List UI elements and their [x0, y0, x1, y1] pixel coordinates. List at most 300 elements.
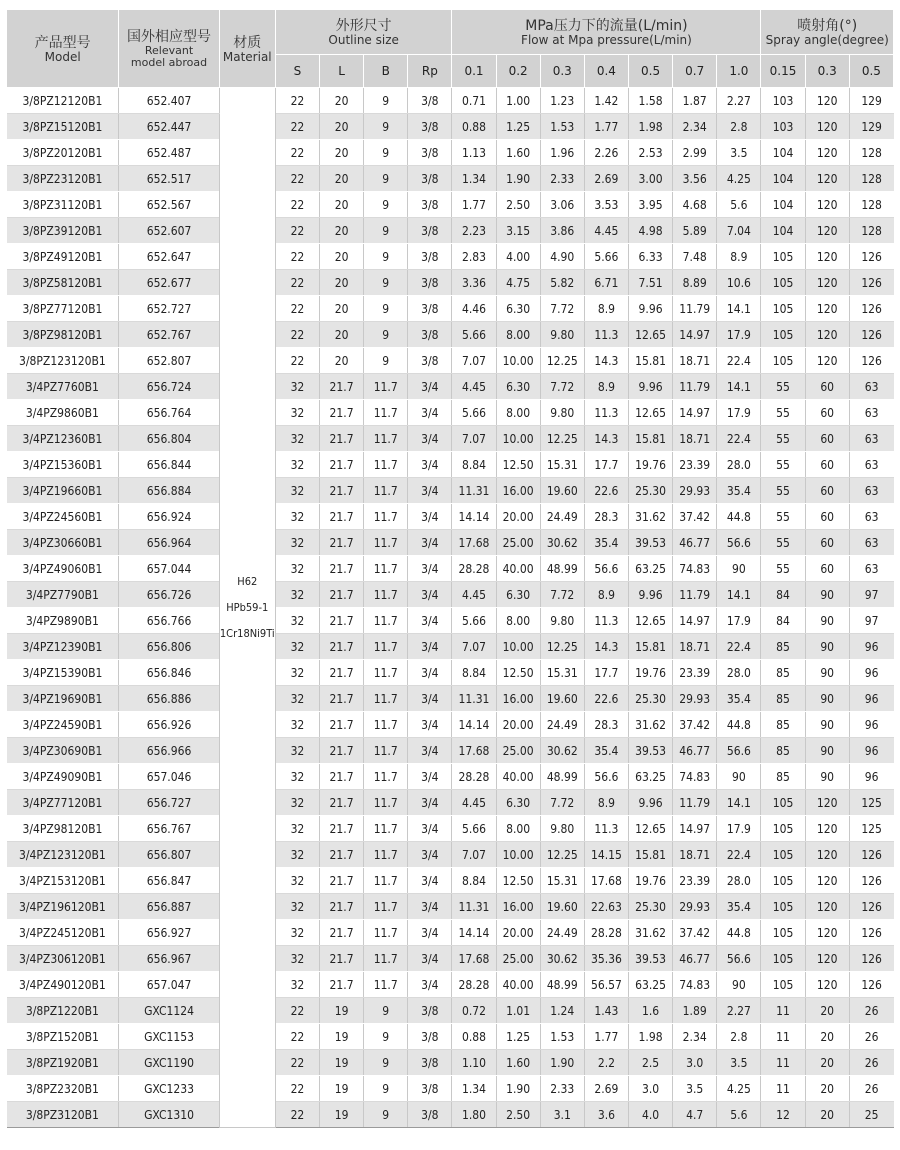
table-cell: 56.6 — [584, 764, 628, 790]
table-row — [7, 660, 894, 686]
table-cell: 126 — [849, 946, 893, 972]
table-cell: 19 — [320, 1050, 364, 1076]
table-cell: 22 — [275, 192, 319, 218]
table-cell: 3/4 — [408, 426, 452, 452]
table-row — [7, 452, 894, 478]
table-cell: 4.25 — [717, 1076, 761, 1102]
table-cell: 11.7 — [364, 608, 408, 634]
table-cell: 63 — [849, 400, 893, 426]
model-cell: 3/8PZ1520B1 — [7, 1024, 119, 1050]
table-cell: 8.9 — [584, 374, 628, 400]
table-cell: 126 — [849, 972, 893, 998]
table-cell: 14.14 — [452, 712, 496, 738]
table-cell: 24.49 — [540, 712, 584, 738]
table-cell: 26 — [849, 1050, 893, 1076]
table-cell: 22 — [275, 166, 319, 192]
table-cell: 9.96 — [628, 296, 672, 322]
table-cell: 3/4 — [408, 608, 452, 634]
table-cell: 37.42 — [673, 504, 717, 530]
relevant-model-cell: 652.447 — [119, 114, 219, 140]
table-cell: 10.00 — [496, 426, 540, 452]
table-cell: 3/4 — [408, 400, 452, 426]
table-cell: 1.34 — [452, 1076, 496, 1102]
table-cell: 3/4 — [408, 556, 452, 582]
model-cell: 3/4PZ30660B1 — [7, 530, 119, 556]
relevant-model-cell: GXC1153 — [119, 1024, 219, 1050]
table-cell: 15.81 — [628, 842, 672, 868]
table-cell: 126 — [849, 244, 893, 270]
table-cell: 3/8 — [408, 998, 452, 1024]
table-cell: 1.43 — [584, 998, 628, 1024]
table-cell: 3/4 — [408, 790, 452, 816]
table-cell: 2.34 — [673, 1024, 717, 1050]
table-cell: 2.27 — [717, 998, 761, 1024]
table-cell: 32 — [275, 764, 319, 790]
table-cell: 7.07 — [452, 842, 496, 868]
table-cell: 1.98 — [628, 1024, 672, 1050]
table-cell: 126 — [849, 920, 893, 946]
table-cell: 63 — [849, 374, 893, 400]
table-cell: 29.93 — [673, 478, 717, 504]
table-cell: 3.06 — [540, 192, 584, 218]
table-cell: 120 — [805, 114, 849, 140]
table-cell: 28.0 — [717, 660, 761, 686]
relevant-model-cell: 652.567 — [119, 192, 219, 218]
table-cell: 126 — [849, 842, 893, 868]
table-cell: 25.30 — [628, 686, 672, 712]
subheader-flow-0-1: 0.1 — [452, 55, 496, 88]
table-cell: 12.50 — [496, 868, 540, 894]
table-cell: 32 — [275, 686, 319, 712]
table-cell: 2.50 — [496, 192, 540, 218]
table-cell: 11.3 — [584, 816, 628, 842]
table-cell: 2.27 — [717, 88, 761, 114]
table-cell: 1.87 — [673, 88, 717, 114]
table-cell: 22 — [275, 998, 319, 1024]
table-cell: 21.7 — [320, 608, 364, 634]
table-cell: 11.7 — [364, 842, 408, 868]
table-cell: 32 — [275, 400, 319, 426]
table-row — [7, 842, 894, 868]
table-cell: 9 — [364, 1024, 408, 1050]
table-cell: 120 — [805, 842, 849, 868]
table-cell: 15.31 — [540, 868, 584, 894]
table-cell: 11.7 — [364, 894, 408, 920]
model-cell: 3/4PZ196120B1 — [7, 894, 119, 920]
table-cell: 21.7 — [320, 894, 364, 920]
table-cell: 1.24 — [540, 998, 584, 1024]
table-cell: 2.8 — [717, 1024, 761, 1050]
header-spray-angle — [761, 10, 894, 55]
table-cell: 4.45 — [452, 374, 496, 400]
table-cell: 8.84 — [452, 868, 496, 894]
table-cell: 21.7 — [320, 946, 364, 972]
table-cell: 3/4 — [408, 660, 452, 686]
table-cell: 105 — [761, 946, 805, 972]
table-cell: 8.84 — [452, 660, 496, 686]
table-cell: 120 — [805, 322, 849, 348]
table-cell: 85 — [761, 686, 805, 712]
table-cell: 28.0 — [717, 868, 761, 894]
table-cell: 9 — [364, 218, 408, 244]
subheader-rp: Rp — [408, 55, 452, 88]
table-cell: 128 — [849, 192, 893, 218]
table-cell: 11.7 — [364, 478, 408, 504]
table-cell: 2.53 — [628, 140, 672, 166]
table-cell: 96 — [849, 738, 893, 764]
table-cell: 17.68 — [452, 946, 496, 972]
table-row — [7, 270, 894, 296]
table-cell: 15.31 — [540, 660, 584, 686]
table-cell: 32 — [275, 738, 319, 764]
table-cell: 35.4 — [717, 478, 761, 504]
table-cell: 12.25 — [540, 634, 584, 660]
table-cell: 126 — [849, 296, 893, 322]
table-cell: 3.95 — [628, 192, 672, 218]
table-cell: 9 — [364, 296, 408, 322]
table-cell: 5.66 — [452, 322, 496, 348]
relevant-model-cell: 652.807 — [119, 348, 219, 374]
model-cell: 3/8PZ58120B1 — [7, 270, 119, 296]
table-row — [7, 296, 894, 322]
table-row — [7, 634, 894, 660]
table-cell: 20 — [320, 244, 364, 270]
table-cell: 11.31 — [452, 894, 496, 920]
table-cell: 56.6 — [717, 946, 761, 972]
table-cell: 14.14 — [452, 504, 496, 530]
table-cell: 11.7 — [364, 374, 408, 400]
subheader-l: L — [320, 55, 364, 88]
table-cell: 3/4 — [408, 452, 452, 478]
table-cell: 22 — [275, 140, 319, 166]
table-cell: 20 — [320, 166, 364, 192]
table-cell: 63 — [849, 530, 893, 556]
table-cell: 11.3 — [584, 322, 628, 348]
relevant-model-cell: 656.846 — [119, 660, 219, 686]
table-cell: 21.7 — [320, 478, 364, 504]
table-cell: 2.23 — [452, 218, 496, 244]
relevant-model-cell: 656.764 — [119, 400, 219, 426]
table-cell: 22 — [275, 296, 319, 322]
table-cell: 15.31 — [540, 452, 584, 478]
table-cell: 12.65 — [628, 816, 672, 842]
model-cell: 3/8PZ39120B1 — [7, 218, 119, 244]
table-cell: 1.90 — [496, 166, 540, 192]
table-cell: 9 — [364, 140, 408, 166]
table-cell: 22.4 — [717, 634, 761, 660]
table-cell: 3/4 — [408, 686, 452, 712]
table-cell: 21.7 — [320, 842, 364, 868]
table-cell: 9.80 — [540, 400, 584, 426]
table-cell: 3/8 — [408, 244, 452, 270]
table-row — [7, 114, 894, 140]
table-row — [7, 556, 894, 582]
model-cell: 3/4PZ15390B1 — [7, 660, 119, 686]
table-cell: 4.75 — [496, 270, 540, 296]
header-model-en: Model — [44, 49, 81, 64]
table-cell: 0.88 — [452, 1024, 496, 1050]
table-cell: 8.89 — [673, 270, 717, 296]
relevant-model-cell: 656.847 — [119, 868, 219, 894]
table-cell: 17.9 — [717, 322, 761, 348]
table-row — [7, 322, 894, 348]
table-cell: 9.80 — [540, 816, 584, 842]
table-cell: 22 — [275, 270, 319, 296]
table-cell: 120 — [805, 790, 849, 816]
subheader-spray-0-3: 0.3 — [805, 55, 849, 88]
table-cell: 12.25 — [540, 842, 584, 868]
subheader-flow-0-3: 0.3 — [540, 55, 584, 88]
table-cell: 1.60 — [496, 140, 540, 166]
table-cell: 32 — [275, 920, 319, 946]
table-cell: 11.7 — [364, 972, 408, 998]
table-row — [7, 608, 894, 634]
table-cell: 22.6 — [584, 478, 628, 504]
table-cell: 1.10 — [452, 1050, 496, 1076]
table-cell: 32 — [275, 452, 319, 478]
table-cell: 19.60 — [540, 478, 584, 504]
table-cell: 11.7 — [364, 738, 408, 764]
subheader-s: S — [275, 55, 319, 88]
table-cell: 96 — [849, 764, 893, 790]
table-cell: 3/4 — [408, 764, 452, 790]
table-cell: 103 — [761, 114, 805, 140]
table-cell: 11.7 — [364, 426, 408, 452]
header-relevant-en2: model abroad — [130, 55, 208, 69]
table-cell: 7.51 — [628, 270, 672, 296]
model-cell: 3/8PZ2320B1 — [7, 1076, 119, 1102]
relevant-model-cell: 656.727 — [119, 790, 219, 816]
table-cell: 7.07 — [452, 634, 496, 660]
table-cell: 2.33 — [540, 1076, 584, 1102]
table-cell: 120 — [805, 894, 849, 920]
table-cell: 17.9 — [717, 816, 761, 842]
table-cell: 14.97 — [673, 608, 717, 634]
table-cell: 128 — [849, 140, 893, 166]
table-cell: 20 — [320, 322, 364, 348]
table-cell: 126 — [849, 868, 893, 894]
model-cell: 3/4PZ12360B1 — [7, 426, 119, 452]
table-cell: 2.26 — [584, 140, 628, 166]
table-cell: 129 — [849, 114, 893, 140]
table-cell: 11.79 — [673, 296, 717, 322]
table-cell: 14.1 — [717, 374, 761, 400]
table-cell: 11.7 — [364, 530, 408, 556]
table-cell: 3/4 — [408, 842, 452, 868]
table-cell: 32 — [275, 530, 319, 556]
table-cell: 12.50 — [496, 452, 540, 478]
table-cell: 28.28 — [452, 556, 496, 582]
model-cell: 3/4PZ24590B1 — [7, 712, 119, 738]
table-cell: 3/4 — [408, 946, 452, 972]
table-cell: 14.97 — [673, 400, 717, 426]
table-cell: 2.33 — [540, 166, 584, 192]
table-cell: 85 — [761, 764, 805, 790]
table-cell: 1.58 — [628, 88, 672, 114]
table-cell: 3.86 — [540, 218, 584, 244]
table-cell: 120 — [805, 166, 849, 192]
table-cell: 55 — [761, 556, 805, 582]
model-cell: 3/4PZ77120B1 — [7, 790, 119, 816]
table-cell: 55 — [761, 452, 805, 478]
table-row — [7, 478, 894, 504]
table-cell: 32 — [275, 608, 319, 634]
table-cell: 14.3 — [584, 348, 628, 374]
model-cell: 3/4PZ12390B1 — [7, 634, 119, 660]
relevant-model-cell: 656.766 — [119, 608, 219, 634]
table-cell: 30.62 — [540, 946, 584, 972]
table-cell: 22 — [275, 244, 319, 270]
table-cell: 4.45 — [584, 218, 628, 244]
table-cell: 1.42 — [584, 88, 628, 114]
table-cell: 28.28 — [452, 764, 496, 790]
relevant-model-cell: 652.647 — [119, 244, 219, 270]
table-cell: 21.7 — [320, 816, 364, 842]
table-cell: 11.7 — [364, 660, 408, 686]
table-cell: 1.23 — [540, 88, 584, 114]
header-flow-zh: MPa压力下的流量(L/min) — [525, 18, 688, 34]
table-cell: 20 — [805, 998, 849, 1024]
relevant-model-cell: GXC1124 — [119, 998, 219, 1024]
table-cell: 3/4 — [408, 504, 452, 530]
table-cell: 8.84 — [452, 452, 496, 478]
table-cell: 2.5 — [628, 1050, 672, 1076]
table-cell: 21.7 — [320, 582, 364, 608]
relevant-model-cell: 656.807 — [119, 842, 219, 868]
table-row — [7, 192, 894, 218]
table-row — [7, 790, 894, 816]
table-cell: 90 — [717, 972, 761, 998]
table-cell: 3/4 — [408, 582, 452, 608]
table-cell: 15.81 — [628, 634, 672, 660]
table-cell: 31.62 — [628, 504, 672, 530]
material-cell — [219, 88, 275, 1128]
table-cell: 11.31 — [452, 478, 496, 504]
table-cell: 105 — [761, 244, 805, 270]
table-cell: 55 — [761, 374, 805, 400]
table-cell: 20 — [320, 140, 364, 166]
table-cell: 7.72 — [540, 374, 584, 400]
table-cell: 39.53 — [628, 946, 672, 972]
table-cell: 3/4 — [408, 816, 452, 842]
table-cell: 25.00 — [496, 738, 540, 764]
table-cell: 20 — [320, 270, 364, 296]
table-cell: 6.71 — [584, 270, 628, 296]
relevant-model-cell: 652.727 — [119, 296, 219, 322]
table-cell: 6.33 — [628, 244, 672, 270]
table-cell: 23.39 — [673, 868, 717, 894]
table-cell: 60 — [805, 478, 849, 504]
table-cell: 21.7 — [320, 738, 364, 764]
table-cell: 20 — [805, 1024, 849, 1050]
table-cell: 128 — [849, 218, 893, 244]
table-cell: 104 — [761, 192, 805, 218]
table-cell: 11 — [761, 1050, 805, 1076]
table-cell: 17.68 — [452, 738, 496, 764]
table-cell: 9.96 — [628, 374, 672, 400]
table-cell: 1.25 — [496, 114, 540, 140]
table-cell: 20 — [320, 114, 364, 140]
table-cell: 48.99 — [540, 556, 584, 582]
table-cell: 26 — [849, 998, 893, 1024]
table-cell: 21.7 — [320, 660, 364, 686]
table-cell: 22 — [275, 88, 319, 114]
table-cell: 22 — [275, 1024, 319, 1050]
table-cell: 14.3 — [584, 426, 628, 452]
table-cell: 3/8 — [408, 348, 452, 374]
table-cell: 7.72 — [540, 582, 584, 608]
table-cell: 3/8 — [408, 88, 452, 114]
header-material-zh: 材质 — [233, 34, 262, 51]
table-cell: 21.7 — [320, 920, 364, 946]
table-cell: 1.90 — [496, 1076, 540, 1102]
table-cell: 3/8 — [408, 1102, 452, 1128]
table-cell: 125 — [849, 816, 893, 842]
table-cell: 3/4 — [408, 374, 452, 400]
header-model — [7, 10, 119, 88]
table-row — [7, 686, 894, 712]
table-cell: 11.7 — [364, 504, 408, 530]
model-cell: 3/4PZ15360B1 — [7, 452, 119, 478]
table-cell: 19 — [320, 1102, 364, 1128]
table-cell: 20 — [805, 1076, 849, 1102]
table-cell: 1.6 — [628, 998, 672, 1024]
table-cell: 22 — [275, 1050, 319, 1076]
table-cell: 22.4 — [717, 842, 761, 868]
table-cell: 25.30 — [628, 894, 672, 920]
table-cell: 37.42 — [673, 712, 717, 738]
model-cell: 3/8PZ20120B1 — [7, 140, 119, 166]
relevant-model-cell: 656.967 — [119, 946, 219, 972]
nozzle-spec-table — [6, 10, 894, 1128]
table-cell: 32 — [275, 972, 319, 998]
table-cell: 3/4 — [408, 712, 452, 738]
table-cell: 105 — [761, 790, 805, 816]
table-cell: 8.9 — [584, 582, 628, 608]
table-cell: 20 — [805, 1050, 849, 1076]
table-cell: 28.3 — [584, 712, 628, 738]
table-cell: 19.76 — [628, 660, 672, 686]
table-cell: 16.00 — [496, 478, 540, 504]
table-cell: 39.53 — [628, 738, 672, 764]
table-cell: 120 — [805, 946, 849, 972]
table-cell: 19 — [320, 998, 364, 1024]
table-row — [7, 348, 894, 374]
table-cell: 20 — [320, 88, 364, 114]
table-cell: 90 — [717, 556, 761, 582]
table-cell: 120 — [805, 270, 849, 296]
model-cell: 3/8PZ3120B1 — [7, 1102, 119, 1128]
relevant-model-cell: 657.044 — [119, 556, 219, 582]
table-cell: 2.99 — [673, 140, 717, 166]
table-cell: 46.77 — [673, 530, 717, 556]
table-cell: 14.3 — [584, 634, 628, 660]
table-cell: 3/8 — [408, 1050, 452, 1076]
model-cell: 3/4PZ9890B1 — [7, 608, 119, 634]
table-cell: 84 — [761, 608, 805, 634]
table-cell: 10.00 — [496, 348, 540, 374]
model-cell: 3/8PZ98120B1 — [7, 322, 119, 348]
table-cell: 11.7 — [364, 712, 408, 738]
table-cell: 3.36 — [452, 270, 496, 296]
table-cell: 85 — [761, 712, 805, 738]
relevant-model-cell: 656.844 — [119, 452, 219, 478]
table-cell: 9 — [364, 1050, 408, 1076]
table-cell: 9.80 — [540, 608, 584, 634]
header-outline-size — [275, 10, 452, 55]
table-cell: 1.25 — [496, 1024, 540, 1050]
table-cell: 5.66 — [452, 400, 496, 426]
